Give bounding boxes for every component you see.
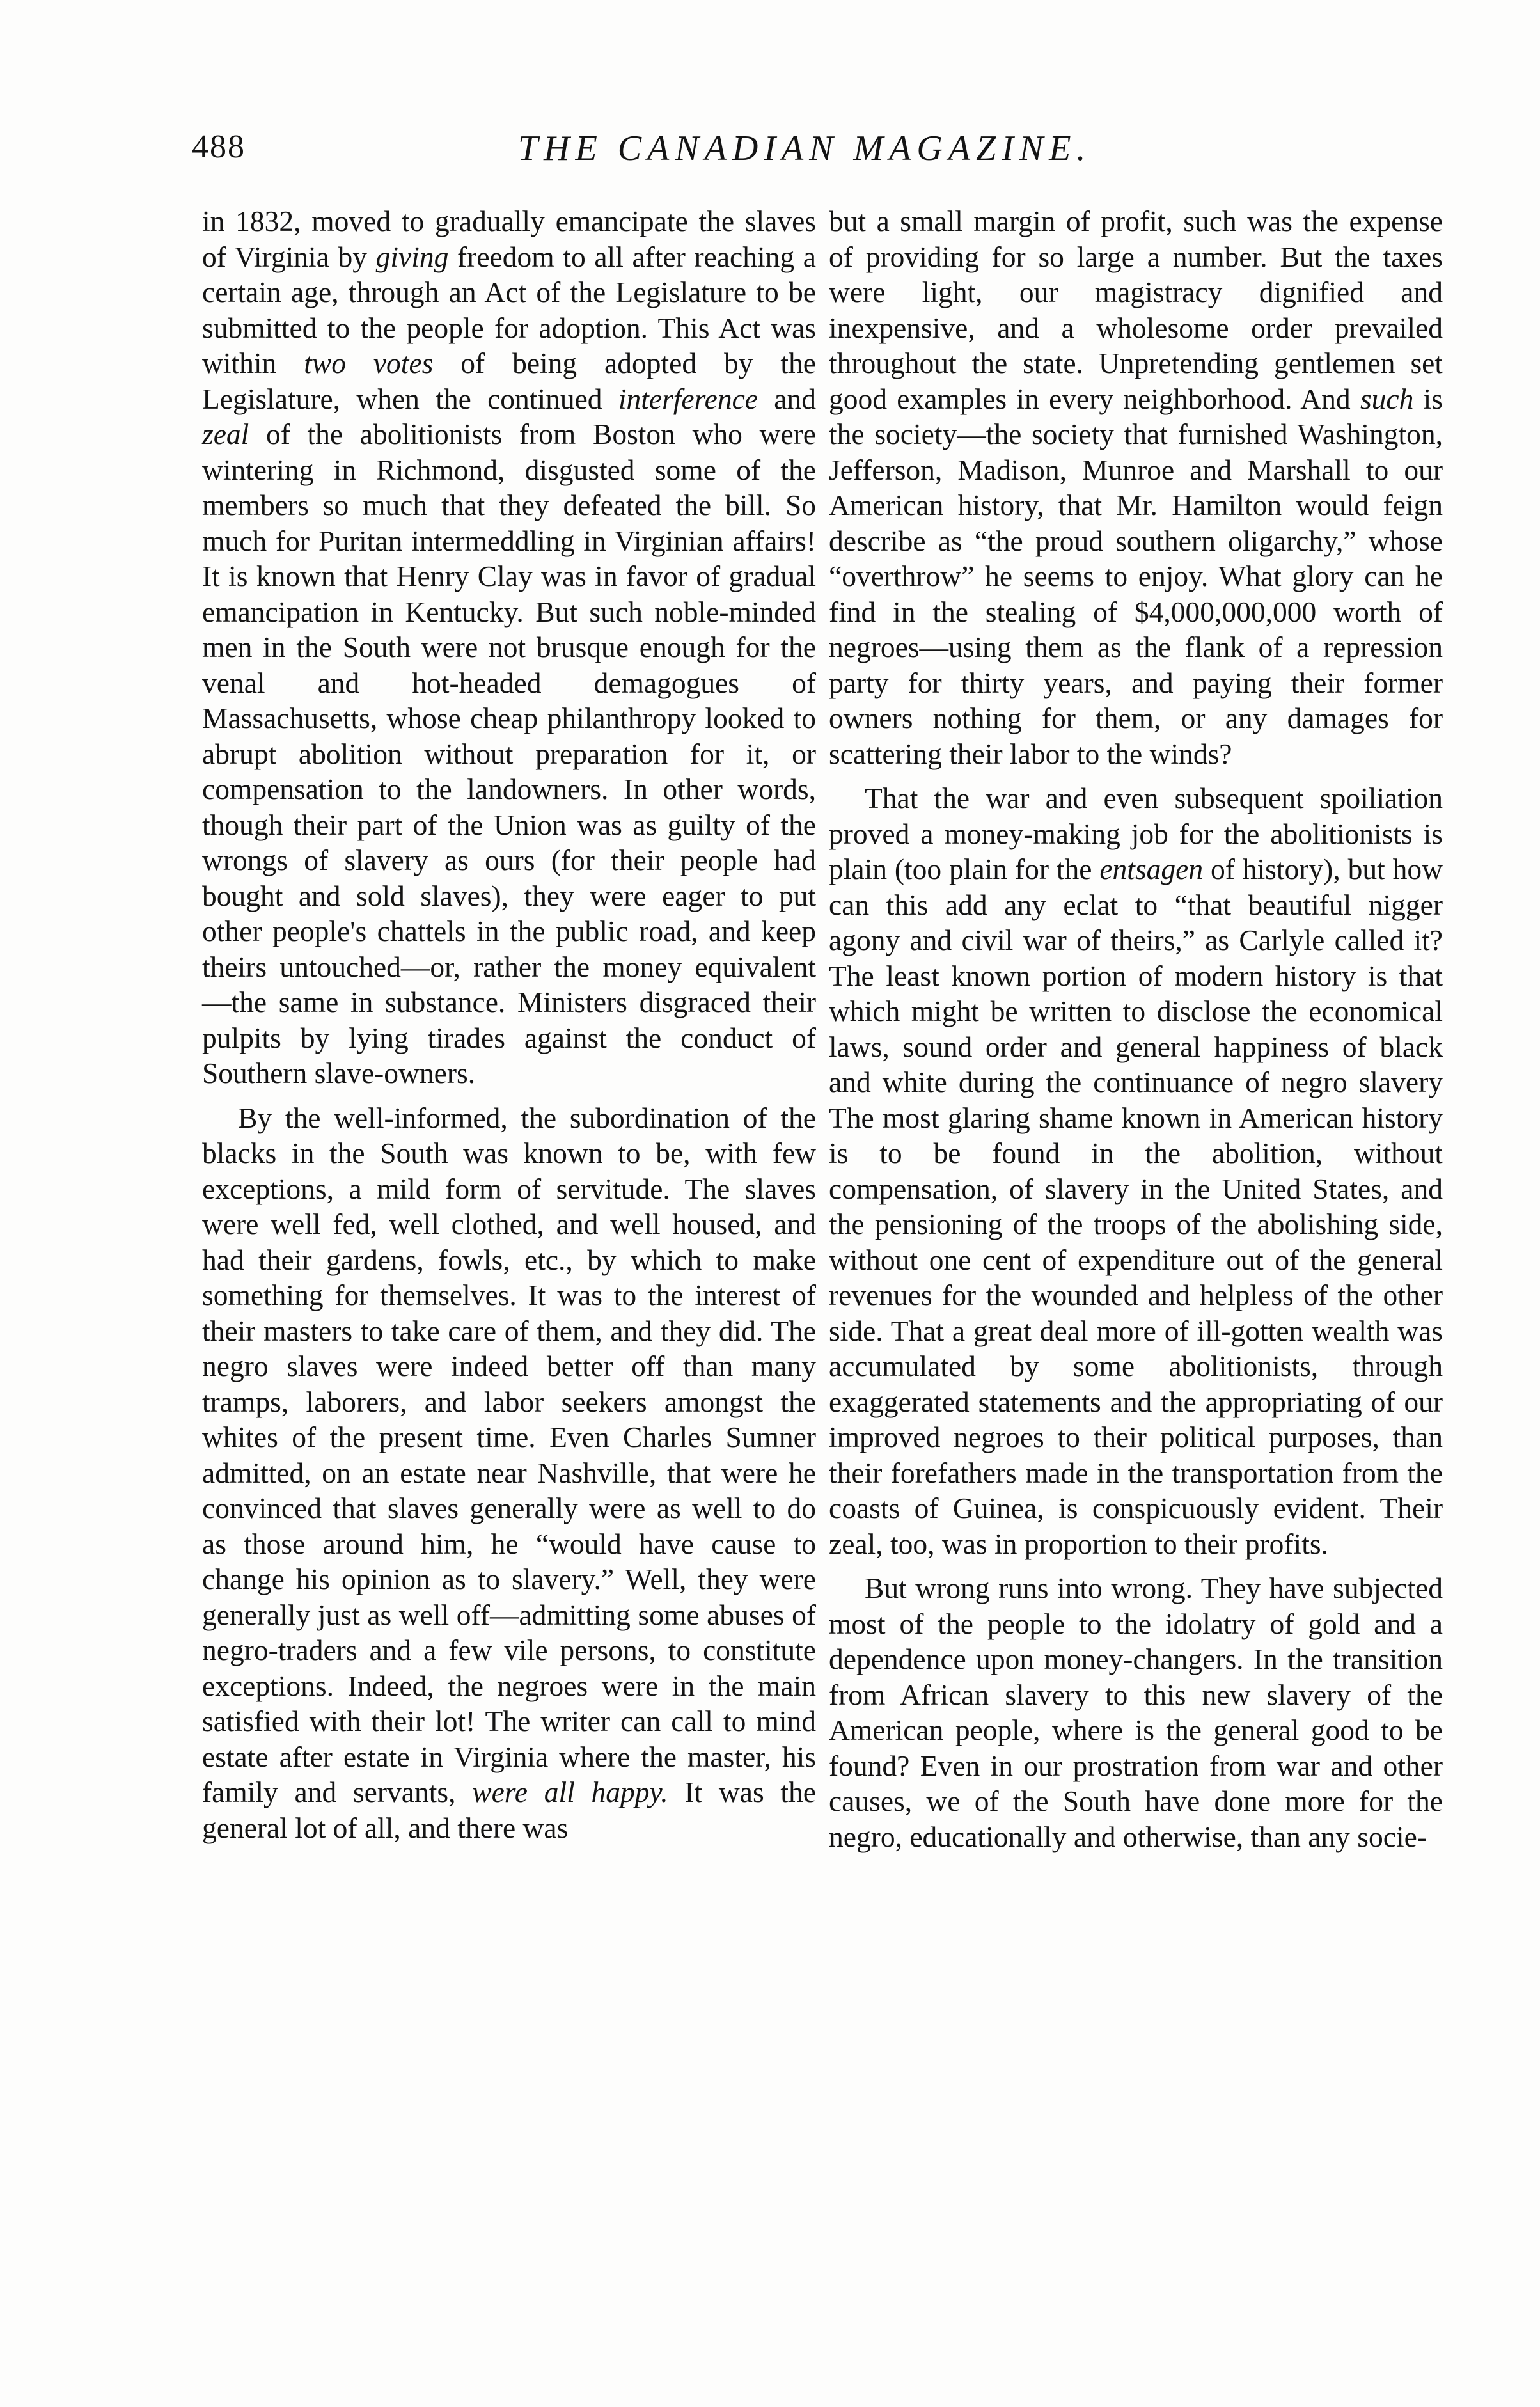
- italic-text: interference: [618, 382, 758, 415]
- text-run: is the society—the society that furnished Washington, Jefferson, Madison, Munroe and Marshall to our American history, that Mr. Hamilton would feign describe as “the proud southern oligarchy,” whose “overthrow” he seems to enjoy. What glory can he find in the stealing of $4,000,000,000 worth of negroes—using them as the flank of a repression party for thirty years, and paying their former owners nothing for them, or any damages for scattering their labor to the winds?: [829, 382, 1443, 770]
- italic-text: were all happy.: [472, 1776, 668, 1808]
- left-column: [202, 203, 816, 1845]
- italic-text: such: [1360, 382, 1414, 415]
- text-run: in 1832, moved to gradually emancipate the slaves of Virginia by: [202, 205, 816, 273]
- italic-text: entsagen: [1099, 853, 1204, 885]
- text-run: That the war and even subsequent spoiliation proved a money-making job for the abolitionists is plain (too plain for the: [829, 782, 1443, 885]
- italic-text: two votes: [304, 347, 434, 379]
- text-run: of being adopted by the Legislature, when the continued: [202, 347, 816, 415]
- text-run: freedom to all after reaching a certain age, through an Act of the Legislature to be submitted to the people for adoption. This Act was within: [202, 240, 816, 379]
- text-run: of the abolitionists from Boston who were wintering in Richmond, disgusted some of the members so much that they defeated the bill. So much for Puritan intermeddling in Virginian affairs! It is known that Henry Clay was in favor of gradual emancipation in Kentucky. But such noble-minded men in the South were not brusque enough for the venal and hot-headed demagogues of Massachusetts, whose cheap philanthropy looked to abrupt abolition without preparation for it, or compensation to the landowners. In other words, though their part of the Union was as guilty of the wrongs of slavery as ours (for their people had bought and sold slaves), they were eager to put other people's chattels in the public road, and keep theirs untouched—or, rather the money equivalent—the same in substance. Ministers disgraced their pulpits by lying tirades against the conduct of Southern slave-owners.: [202, 418, 816, 1089]
- text-run: but a small margin of profit, such was the expense of providing for so large a number. But the taxes were light, our magistracy dignified and inexpensive, and a wholesome order prevailed throughout the state. Unpretending gentlemen set good examples in every neighborhood. And: [829, 205, 1443, 415]
- text-run: of history), but how can this add any eclat to “that beautiful nigger agony and civil war of theirs,” as Carlyle called it? The least known portion of modern history is that which might be written to disclose the economical laws, sound order and general happiness of black and white during the continuance of negro slavery The most glaring shame known in American history is to be found in the abolition, without compensation, of slavery in the United States, and the pensioning of the troops of the abolishing side, without one cent of expenditure out of the general revenues for the wounded and helpless of the other side. That a great deal more of ill-gotten wealth was accumulated by some abolitionists, through exaggerated statements and the appropriating of our improved negroes to their political purposes, than their forefathers made in the transportation from the coasts of Guinea, is conspicuously evident. Their zeal, too, was in proportion to their profits.: [829, 853, 1443, 1560]
- paragraph: [829, 203, 1443, 771]
- italic-text: zeal: [202, 418, 249, 450]
- text-run: But wrong runs into wrong. They have subjected most of the people to the idolatry of gold and a dependence upon money-changers. In the transition from African slavery to this new slavery of the American people, where is the general good to be found? Even in our prostration from war and other causes, we of the South have done more for the negro, educationally and otherwise, than any socie-: [829, 1572, 1443, 1853]
- text-run: By the well-informed, the subordination of the blacks in the South was known to be, with few exceptions, a mild form of servitude. The slaves were well fed, well clothed, and well housed, and had their gardens, fowls, etc., by which to make something for themselves. It was to the interest of their masters to take care of them, and they did. The negro slaves were indeed better off than many tramps, laborers, and labor seekers amongst the whites of the present time. Even Charles Sumner admitted, on an estate near Nashville, that were he convinced that slaves generally were as well to do as those around him, he “would have cause to change his opinion as to slavery.” Well, they were generally just as well off—admitting some abuses of negro-traders and a few vile persons, to constitute exceptions. Indeed, the negroes were in the main satisfied with their lot! The writer can call to mind estate after estate in Virginia where the master, his family and servants,: [202, 1101, 816, 1808]
- running-title: THE CANADIAN MAGAZINE.: [518, 129, 1092, 168]
- page-number: 488: [192, 129, 246, 165]
- paragraph: [829, 780, 1443, 1561]
- text-run: It was the general lot of all, and there was: [202, 1776, 817, 1844]
- right-column: [829, 203, 1443, 1854]
- text-run: and: [757, 382, 816, 415]
- paragraph: [202, 203, 816, 1091]
- paragraph: [829, 1570, 1443, 1854]
- paragraph: [202, 1100, 816, 1846]
- italic-text: giving: [375, 240, 449, 273]
